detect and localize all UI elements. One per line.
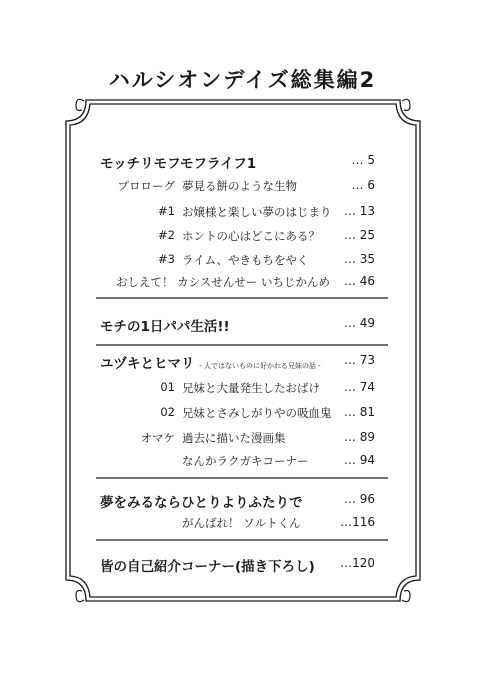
section-title-5: 皆の自己紹介コーナー(描き下ろし)	[100, 559, 315, 575]
item-label: #3	[158, 252, 175, 266]
item-title: がんばれ！ ソルトくん	[182, 516, 301, 530]
section-title-1: モッチリモフモフライフ1	[100, 156, 257, 172]
section-note: - 人ではないものに好かれる兄妹の話 -	[199, 362, 321, 370]
item-title: 兄妹とさみしがりやの吸血鬼	[182, 406, 332, 420]
item-title: おしえて！ カシスせんせー いちじかんめ	[116, 275, 330, 289]
section-page-4: … 96	[343, 492, 375, 506]
section-title-2: モチの1日パパ生活!!	[100, 319, 230, 335]
section-page-5: …120	[340, 556, 375, 570]
item-page: … 35	[343, 252, 375, 266]
section-page-1: … 5	[351, 153, 375, 167]
item-page: … 25	[343, 228, 375, 242]
item-page: … 13	[343, 204, 375, 218]
item-page: … 46	[343, 274, 375, 288]
section-title-3-text: ユヅキとヒマリ	[100, 356, 195, 372]
item-title: なんかラクガキコーナー	[182, 454, 309, 468]
item-label: #2	[158, 228, 175, 242]
section-title-4: 夢をみるならひとりよりふたりで	[100, 495, 303, 511]
item-page: … 6	[351, 178, 375, 192]
item-title: 過去に描いた漫画集	[182, 431, 286, 445]
item-page: … 89	[343, 430, 375, 444]
item-title: 夢見る餅のような生物	[182, 179, 297, 193]
item-label: 02	[160, 405, 175, 419]
item-title: ライム、やきもちをやく	[182, 253, 309, 267]
item-page: … 94	[343, 453, 375, 467]
item-page: …116	[340, 515, 375, 529]
book-title: ハルシオンデイズ総集編2	[108, 68, 377, 92]
section-title-3	[100, 352, 321, 372]
item-title: ホントの心はどこにある？	[182, 229, 320, 243]
item-page: … 81	[343, 405, 375, 419]
item-label: オマケ	[140, 431, 175, 445]
item-title: お嬢様と楽しい夢のはじまり	[182, 205, 332, 219]
item-title: 兄妹と大量発生したおばけ	[182, 381, 320, 395]
item-label: 01	[160, 380, 175, 394]
section-page-2: … 49	[343, 316, 375, 330]
section-page-3: … 73	[343, 353, 375, 367]
item-label: プロローグ	[117, 179, 175, 193]
item-label: #1	[158, 204, 175, 218]
item-page: … 74	[343, 380, 375, 394]
